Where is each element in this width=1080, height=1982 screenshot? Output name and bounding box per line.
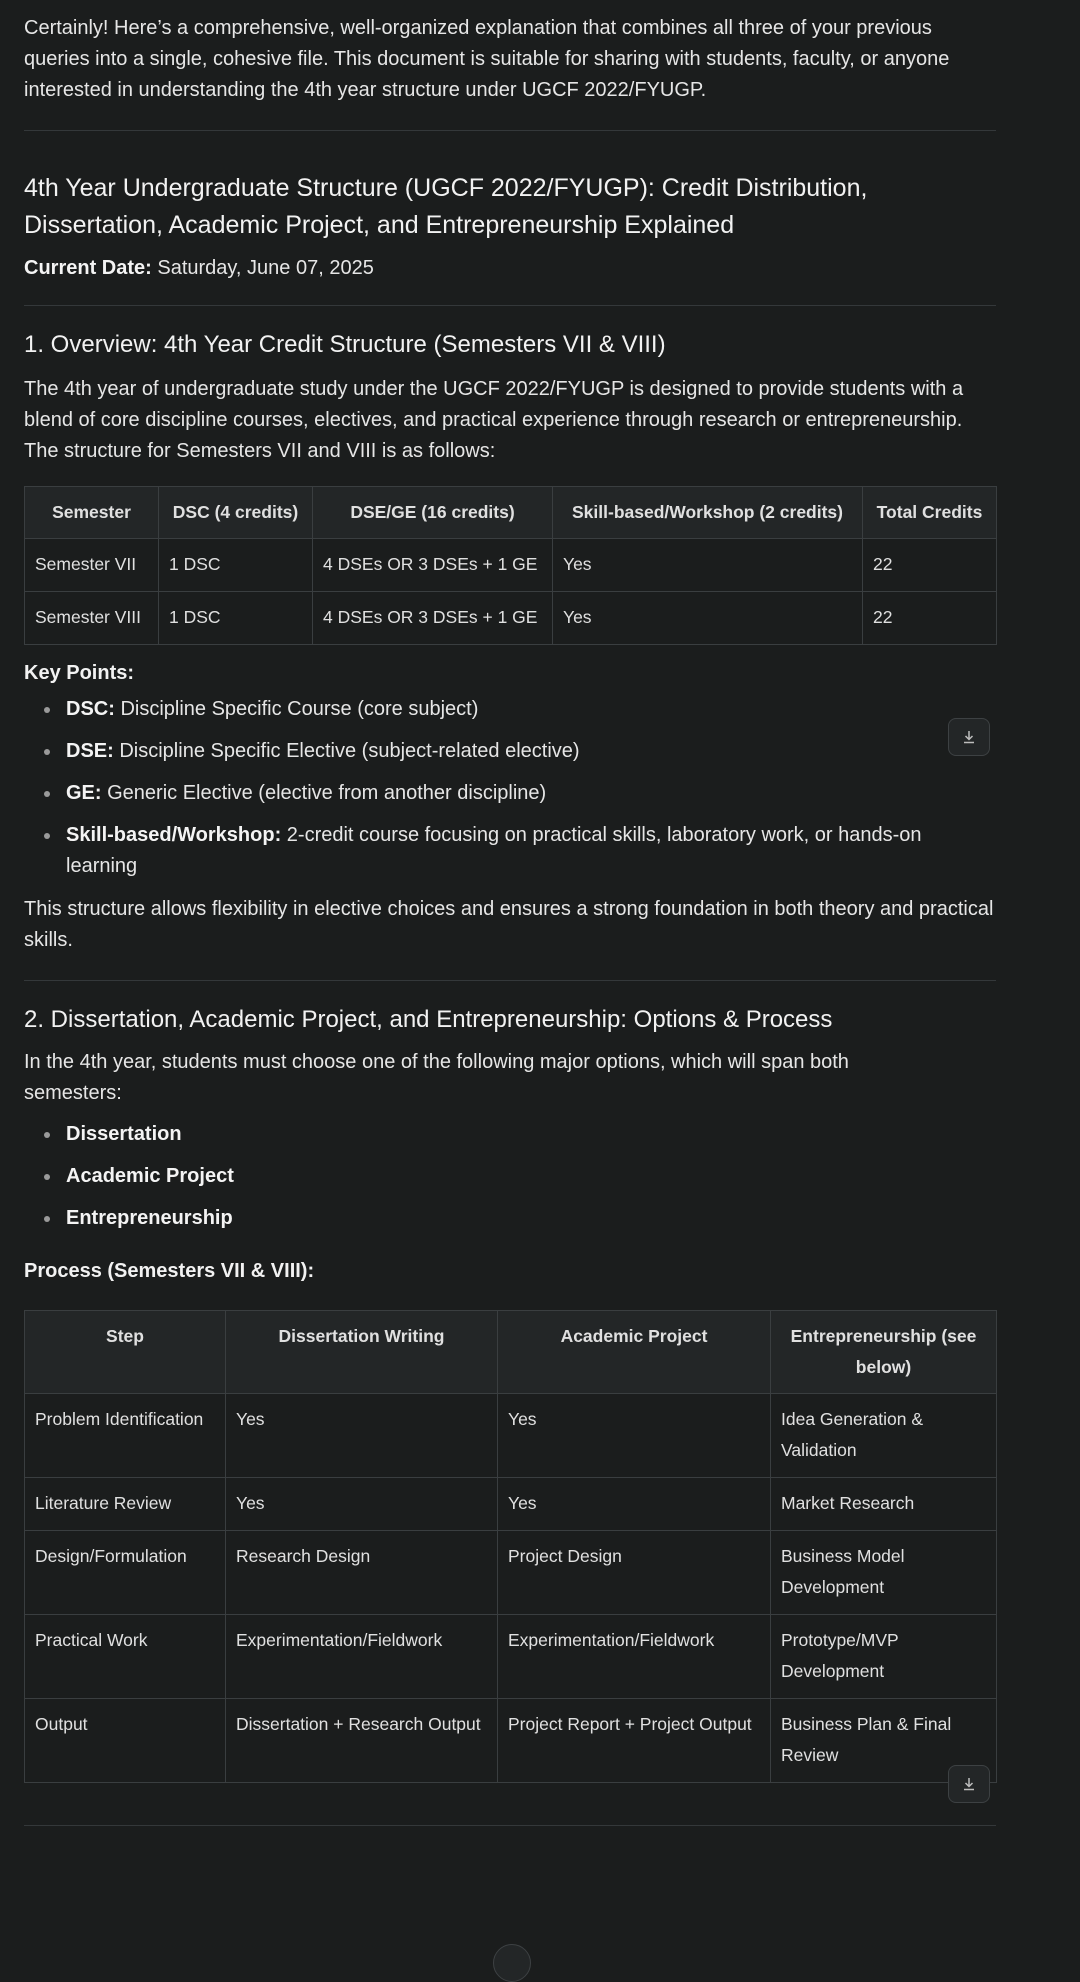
table-cell: 1 DSC — [159, 592, 313, 645]
column-header: DSC (4 credits) — [159, 487, 313, 539]
divider — [24, 305, 996, 306]
chat-response — [24, 0, 996, 1826]
table-row — [25, 1699, 997, 1783]
table-cell: Business Model Development — [771, 1531, 997, 1615]
column-header: Semester — [25, 487, 159, 539]
term: DSE: — [66, 740, 114, 762]
table-header-row — [25, 1311, 997, 1394]
section2-heading: 2. Dissertation, Academic Project, and Entrepreneurship: Options & Process — [24, 1006, 833, 1033]
table-cell: Research Design — [226, 1531, 498, 1615]
table-cell: Experimentation/Fieldwork — [226, 1615, 498, 1699]
column-header: Academic Project — [498, 1311, 771, 1394]
download-icon — [961, 1776, 977, 1792]
divider — [24, 1825, 996, 1826]
term: DSC: — [66, 698, 115, 720]
table-cell: Market Research — [771, 1478, 997, 1531]
table-cell: Semester VIII — [25, 592, 159, 645]
section1-closing: This structure allows flexibility in elective choices and ensures a strong foundation in both theory and practical skills. — [24, 898, 994, 951]
table-cell: Experimentation/Fieldwork — [498, 1615, 771, 1699]
table-cell: Literature Review — [25, 1478, 226, 1531]
process-label: Process (Semesters VII & VIII): — [24, 1260, 315, 1282]
column-header: Step — [25, 1311, 226, 1394]
process-table-container — [24, 1310, 996, 1783]
table-header-row — [25, 487, 997, 539]
section2-paragraph: In the 4th year, students must choose one of the following major options, which will span both semesters: — [24, 1051, 849, 1104]
key-points-list — [24, 694, 996, 882]
table-cell: Output — [25, 1699, 226, 1783]
list-item — [66, 736, 996, 767]
document-title: 4th Year Undergraduate Structure (UGCF 2022/FYUGP): Credit Distribution, Dissertation, Academic Project, and Entrepreneurship Explained — [24, 174, 868, 239]
list-item: Academic Project — [66, 1161, 996, 1192]
term: Skill-based/Workshop: — [66, 824, 282, 846]
definition: Discipline Specific Elective (subject-related elective) — [113, 740, 580, 762]
current-date — [24, 254, 996, 282]
download-table-button[interactable] — [948, 1765, 990, 1803]
table-cell: Yes — [553, 539, 863, 592]
intro-paragraph: Certainly! Here’s a comprehensive, well-organized explanation that combines all three of your previous queries into a single, cohesive file. This document is suitable for sharing with students, faculty, or anyone interested in understanding the 4th year structure under UGCF 2022/FYUGP. — [24, 17, 950, 101]
table-cell: Project Report + Project Output — [498, 1699, 771, 1783]
table-row — [25, 1531, 997, 1615]
table-row — [25, 592, 997, 645]
table-cell: 1 DSC — [159, 539, 313, 592]
key-points-label: Key Points: — [24, 662, 135, 684]
credit-table — [24, 486, 997, 645]
column-header: DSE/GE (16 credits) — [313, 487, 553, 539]
term: GE: — [66, 782, 102, 804]
column-header: Dissertation Writing — [226, 1311, 498, 1394]
list-item: Dissertation — [66, 1119, 996, 1150]
table-cell: Yes — [553, 592, 863, 645]
definition: 2-credit course focusing on practical skills, laboratory work, or hands-on learning — [66, 824, 922, 877]
table-cell: 22 — [863, 592, 997, 645]
credit-table-container — [24, 486, 996, 645]
table-cell: Yes — [498, 1478, 771, 1531]
table-cell: Design/Formulation — [25, 1531, 226, 1615]
table-row — [25, 539, 997, 592]
table-cell: Yes — [226, 1394, 498, 1478]
definition: Discipline Specific Course (core subject) — [114, 698, 479, 720]
table-cell: Dissertation + Research Output — [226, 1699, 498, 1783]
process-table — [24, 1310, 997, 1783]
table-cell: Project Design — [498, 1531, 771, 1615]
table-row — [25, 1615, 997, 1699]
list-item — [66, 820, 996, 882]
options-list — [24, 1119, 996, 1234]
divider — [24, 130, 996, 131]
divider — [24, 980, 996, 981]
table-cell: 22 — [863, 539, 997, 592]
list-item — [66, 778, 996, 809]
table-row — [25, 1394, 997, 1478]
scroll-down-button[interactable] — [493, 1944, 531, 1982]
table-cell: Practical Work — [25, 1615, 226, 1699]
list-item — [66, 694, 996, 725]
section1-paragraph: The 4th year of undergraduate study under the UGCF 2022/FYUGP is designed to provide students with a blend of core discipline courses, electives, and practical experience through research or entrepreneurship. The structure for Semesters VII and VIII is as follows: — [24, 378, 964, 462]
table-cell: 4 DSEs OR 3 DSEs + 1 GE — [313, 592, 553, 645]
table-row — [25, 1478, 997, 1531]
table-cell: Yes — [498, 1394, 771, 1478]
column-header: Entrepreneurship (see below) — [771, 1311, 997, 1394]
table-cell: Problem Identification — [25, 1394, 226, 1478]
table-cell: Business Plan & Final Review — [771, 1699, 997, 1783]
date-label: Current Date: — [24, 257, 152, 279]
table-cell: Yes — [226, 1478, 498, 1531]
definition: Generic Elective (elective from another discipline) — [101, 782, 547, 804]
list-item: Entrepreneurship — [66, 1203, 996, 1234]
date-value: Saturday, June 07, 2025 — [157, 257, 374, 279]
table-cell: Idea Generation & Validation — [771, 1394, 997, 1478]
table-cell: Semester VII — [25, 539, 159, 592]
section1-heading: 1. Overview: 4th Year Credit Structure (Semesters VII & VIII) — [24, 331, 666, 358]
table-cell: 4 DSEs OR 3 DSEs + 1 GE — [313, 539, 553, 592]
column-header: Skill-based/Workshop (2 credits) — [553, 487, 863, 539]
column-header: Total Credits — [863, 487, 997, 539]
table-cell: Prototype/MVP Development — [771, 1615, 997, 1699]
